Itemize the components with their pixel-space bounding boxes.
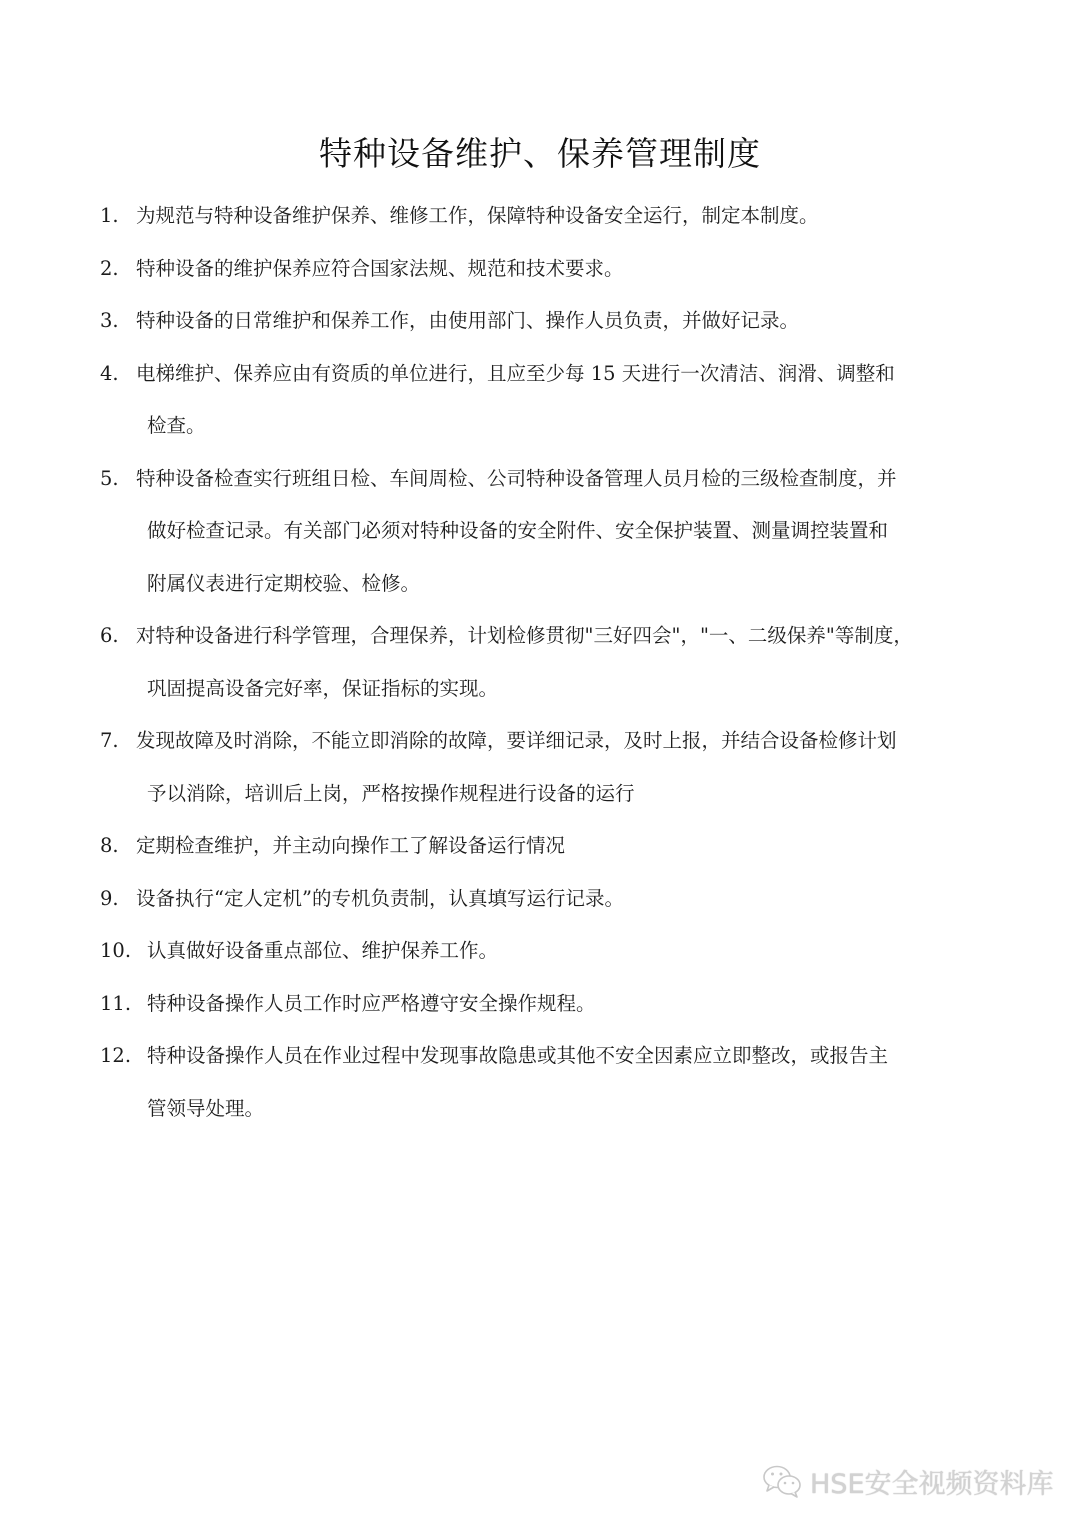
item-number: 8. bbox=[100, 834, 119, 857]
list-item bbox=[100, 715, 990, 820]
regulation-list bbox=[100, 190, 990, 1135]
list-item bbox=[100, 978, 990, 1031]
item-text bbox=[136, 715, 990, 820]
page-title: 特种设备维护、保养管理制度 bbox=[319, 134, 761, 174]
list-item bbox=[100, 348, 990, 453]
list-item bbox=[100, 1030, 990, 1135]
item-number: 10. bbox=[100, 939, 132, 962]
item-text bbox=[136, 295, 990, 348]
item-line: 检查。 bbox=[147, 414, 206, 437]
item-line: 对特种设备进行科学管理，合理保养，计划检修贯彻"三好四会"，"一、二级保养"等制度， bbox=[136, 624, 913, 647]
item-number: 1. bbox=[100, 204, 119, 227]
item-line: 特种设备操作人员工作时应严格遵守安全操作规程。 bbox=[147, 991, 596, 1015]
item-line: 特种设备的维护保养应符合国家法规、规范和技术要求。 bbox=[136, 256, 624, 280]
item-text bbox=[147, 925, 990, 978]
list-item bbox=[100, 295, 990, 348]
item-number: 9. bbox=[100, 886, 119, 910]
item-line: 巩固提高设备完好率，保证指标的实现。 bbox=[147, 676, 499, 700]
item-text bbox=[136, 190, 990, 243]
item-text bbox=[136, 243, 990, 296]
item-number: 4. bbox=[100, 361, 119, 385]
item-number: 2. bbox=[100, 256, 119, 280]
item-text bbox=[136, 348, 990, 453]
watermark-text: HSE安全视频资料库 bbox=[810, 1469, 1054, 1500]
item-line: 管领导处理。 bbox=[147, 1096, 265, 1120]
item-line: 做好检查记录。有关部门必须对特种设备的安全附件、安全保护装置、测量调控装置和 bbox=[147, 519, 889, 542]
list-item bbox=[100, 190, 990, 243]
item-line: 定期检查维护，并主动向操作工了解设备运行情况 bbox=[136, 834, 566, 857]
item-number: 6. bbox=[100, 624, 119, 647]
list-item bbox=[100, 453, 990, 611]
list-item bbox=[100, 873, 990, 926]
item-number: 5. bbox=[100, 466, 119, 490]
item-text bbox=[147, 1030, 990, 1135]
item-text bbox=[136, 610, 990, 715]
item-line: 特种设备操作人员在作业过程中发现事故隐患或其他不安全因素应立即整改，或报告主 bbox=[147, 1044, 889, 1067]
item-text bbox=[136, 873, 990, 926]
item-line: 发现故障及时消除，不能立即消除的故障，要详细记录，及时上报，并结合设备检修计划 bbox=[136, 729, 897, 752]
item-number: 3. bbox=[100, 309, 119, 332]
wechat-icon bbox=[762, 1464, 804, 1500]
list-item bbox=[100, 610, 990, 715]
item-line: 设备执行“定人定机”的专机负责制，认真填写运行记录。 bbox=[136, 886, 624, 910]
item-line: 电梯维护、保养应由有资质的单位进行，且应至少每 15 天进行一次清洁、润滑、调整和 bbox=[136, 361, 895, 385]
list-item bbox=[100, 243, 990, 296]
item-number: 12. bbox=[100, 1044, 132, 1067]
item-text bbox=[136, 453, 990, 611]
item-line: 附属仪表进行定期校验、检修。 bbox=[147, 571, 421, 595]
watermark bbox=[762, 1462, 1054, 1501]
item-number: 7. bbox=[100, 729, 119, 752]
item-text bbox=[136, 820, 990, 873]
item-text bbox=[147, 978, 990, 1031]
item-line: 予以消除，培训后上岗，严格按操作规程进行设备的运行 bbox=[147, 781, 635, 805]
item-line: 特种设备的日常维护和保养工作，由使用部门、操作人员负责，并做好记录。 bbox=[136, 309, 800, 332]
item-number: 11. bbox=[100, 991, 132, 1015]
list-item bbox=[100, 925, 990, 978]
item-line: 认真做好设备重点部位、维护保养工作。 bbox=[147, 939, 499, 962]
item-line: 特种设备检查实行班组日检、车间周检、公司特种设备管理人员月检的三级检查制度，并 bbox=[136, 466, 897, 490]
list-item bbox=[100, 820, 990, 873]
item-line: 为规范与特种设备维护保养、维修工作，保障特种设备安全运行，制定本制度。 bbox=[136, 204, 819, 227]
